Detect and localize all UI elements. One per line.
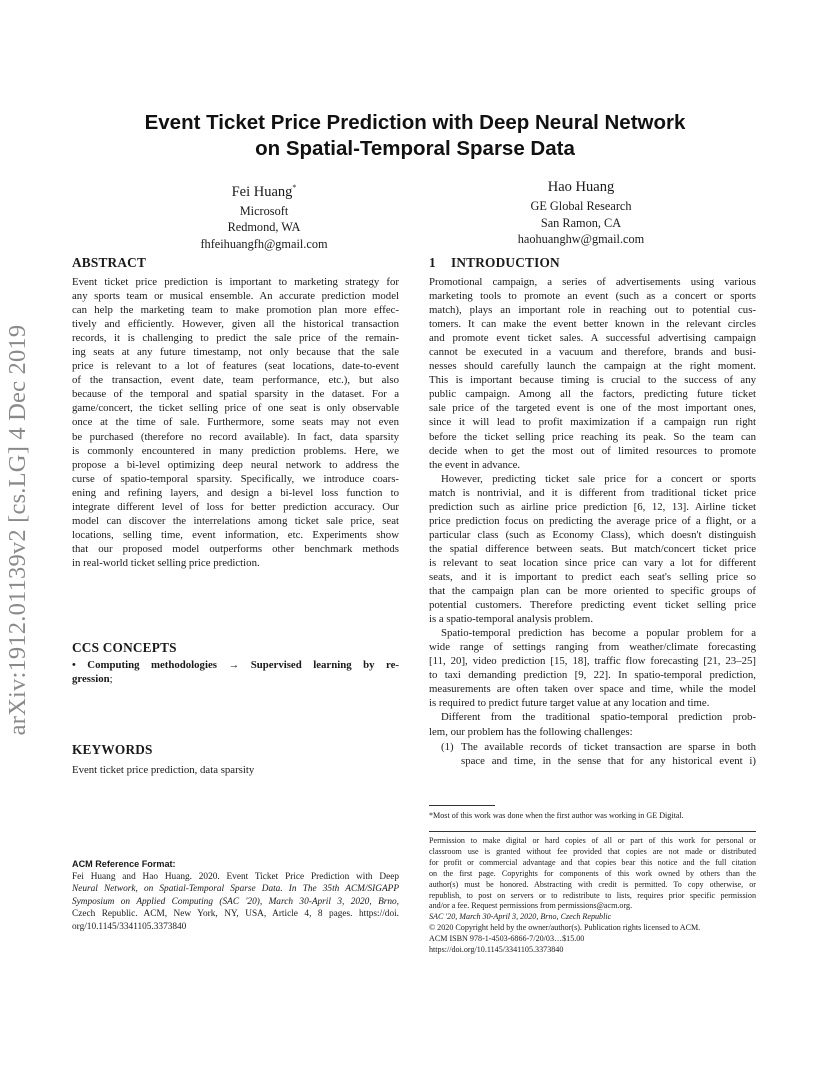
intro-paragraph-4 [429, 710, 756, 738]
abstract-line: because of the temporal and spatial sparsity in the dataset. For a [72, 388, 399, 401]
title-line-1: Event Ticket Price Prediction with Deep Neural Network [144, 111, 686, 134]
section-title: INTRODUCTION [451, 255, 560, 270]
keywords-text: Event ticket price prediction, data sparsity [72, 764, 255, 776]
intro-line: Promotional campaign, a series of advertisements using various [429, 276, 756, 288]
abstract-line: of the transaction, event date, team performance, etc.), but also [72, 374, 399, 387]
ccs-line-1: • Computing methodologies → Supervised learning by re- [72, 659, 399, 671]
right-column [429, 254, 756, 768]
abstract-heading: ABSTRACT [72, 255, 147, 270]
acm-reference-line: Symposium on Applied Computing (SAC '20), March 30-April 3, 2020, Brno, [72, 896, 399, 907]
intro-line: since it will lead to profit maximization if a campaign run right [429, 416, 756, 429]
abstract-text [72, 275, 399, 570]
list-item-number: (1) [441, 740, 454, 753]
intro-line: [11, 20], video prediction [15, 18], traffic flow forecasting [21, 23–25] [429, 655, 756, 668]
abstract-line: any sports team or musical ensemble. An accurate prediction model [72, 290, 399, 303]
permission-line: author(s) must be honored. Abstracting with credit is permitted. To copy otherwise, or [429, 879, 756, 889]
abstract-line: integrate different level of loss for better prediction accuracy. Our [72, 500, 399, 513]
intro-line: decide when to get the most out of limited resources to promote [429, 444, 756, 457]
permission-block [429, 836, 756, 956]
doi-link[interactable]: https://doi.org/10.1145/3341105.3373840 [429, 945, 564, 955]
author-block-1 [104, 178, 424, 252]
intro-line: public campaign. Among all the factors, predicting future ticket [429, 388, 756, 401]
author-name: Fei Huang [231, 183, 293, 200]
intro-line: before the ticket selling price reaching its peak. So the team can [429, 430, 756, 443]
list-item-line: The available records of ticket transaction are sparse in both [461, 740, 756, 753]
intro-line: lem, our problem has the following challenges: [429, 725, 633, 738]
intro-line: This is important because timing is crucial to the success of any [429, 374, 756, 387]
intro-line: is required to predict future target value at any location and time. [429, 697, 710, 710]
intro-line: wide range of settings ranging from weather/climate forecasting [429, 641, 756, 654]
challenge-list-item [429, 740, 756, 768]
left-column [72, 254, 399, 776]
permission-line: Permission to make digital or hard copies of all or part of this work for personal or [429, 836, 756, 845]
abstract-line: curse of spatio-temporal sparsity. Specifically, we introduce coars- [72, 472, 399, 485]
author-affiliation: Microsoft [239, 203, 289, 218]
arxiv-identifier-text: arXiv:1912.01139v2 [cs.LG] 4 Dec 2019 [4, 324, 31, 736]
abstract-line: ing seats at any future timestamp, not only because that the sale [72, 346, 399, 359]
keywords-heading: KEYWORDS [72, 742, 153, 757]
paper-title [72, 110, 758, 162]
author-footnote-mark: * [292, 183, 297, 192]
footnote-divider [429, 805, 495, 806]
permission-line: for profit or commercial advantage and that copies bear this notice and the full citation [429, 857, 756, 867]
intro-line: sale price of the targeted event is one of the most important ones, [429, 402, 756, 415]
intro-line: tomers. It can make the event better known in the relevant circles [429, 318, 756, 331]
intro-line: is a spatio-temporal analysis problem. [429, 613, 594, 626]
ccs-concepts-text [72, 658, 399, 686]
abstract-line: model can discover the interrelations among ticket sale price, seat [72, 514, 399, 527]
permission-line: and/or a fee. Request permissions from permissions@acm.org. [429, 901, 633, 911]
acm-reference-line: org/10.1145/3341105.3373840 [72, 921, 187, 932]
copyright-line: © 2020 Copyright held by the owner/author(s). Publication rights licensed to ACM. [429, 923, 701, 933]
abstract-line: is commonly encountered in many prediction problems. Here, we [72, 444, 399, 457]
intro-line: nesses should carefully launch the campaign at the right moment. [429, 360, 756, 373]
title-line-2: on Spatial-Temporal Sparse Data [255, 137, 575, 160]
permission-divider [429, 831, 756, 832]
intro-line: particular class (such as Economy Class), which doesn't distinguish [429, 528, 756, 541]
intro-line: the spatial difference between seats. But match/concert ticket price [429, 542, 756, 555]
abstract-line: be purchased (therefore no record available). In fact, data sparsity [72, 430, 399, 443]
abstract-line: can help the marketing team to make promotion plan more effec- [72, 304, 399, 317]
abstract-line: records, it is challenging to predict the sale price of the remain- [72, 332, 399, 345]
intro-line: and promote event ticket sales. A successful advertising campaign [429, 332, 756, 345]
intro-line: prediction such as airline price prediction [6, 12, 13]. Airline ticket [429, 500, 756, 513]
abstract-line: tively and efficiently. However, given all the historical transaction [72, 318, 399, 331]
intro-line: match is nontrivial, and it is different from traditional ticket price [429, 486, 756, 499]
abstract-line: once at the time of sale. Furthermore, some seats may not even [72, 416, 399, 429]
author-location: San Ramon, CA [540, 215, 622, 230]
acm-reference [72, 858, 399, 934]
intro-line: match), plays an important role in reaching out to potential cus- [429, 304, 756, 317]
abstract-line: in real-world ticket selling price prediction. [72, 556, 260, 569]
intro-line: that the campaign plan can be more oriented to specific groups of [429, 585, 756, 598]
intro-paragraph-1 [429, 275, 756, 472]
intro-paragraph-2 [429, 472, 756, 627]
intro-line: measurements are often taken over space and time, while the model [429, 683, 756, 696]
intro-line: is relevant to seat location since price can vary a lot for different [429, 556, 756, 569]
intro-line: to taxi demanding prediction [9, 22]. In spatio-temporal prediction, [429, 669, 756, 682]
acm-reference-line: Fei Huang and Hao Huang. 2020. Event Ticket Price Prediction with Deep [72, 871, 399, 882]
list-item-text [461, 740, 756, 768]
acm-reference-heading: ACM Reference Format: [72, 859, 176, 869]
ccs-line-2-tail: ; [109, 673, 113, 686]
isbn-line: ACM ISBN 978-1-4503-6866-7/20/03…$15.00 [429, 934, 585, 944]
intro-line: However, predicting ticket sale price for a concert or sports [441, 472, 756, 485]
acm-reference-line: Neural Network, on Spatial-Temporal Sparse Data. In The 35th ACM/SIGAPP [72, 884, 399, 895]
author-block-2 [421, 178, 741, 248]
ccs-concepts-heading: CCS CONCEPTS [72, 640, 177, 655]
abstract-line: locations, selling time, event information, etc. Experiments show [72, 528, 399, 541]
intro-line: seats, and it is important to predict each seat's selling price so [429, 570, 756, 583]
abstract-line: propose a bi-level optimizing deep neural network to address the [72, 458, 399, 471]
abstract-line: ening and refining layers, and design a bi-level loss function to [72, 486, 399, 499]
abstract-line: Event ticket price prediction is important to marketing strategy for [72, 276, 399, 288]
author-name: Hao Huang [547, 179, 615, 195]
permission-line: republish, to post on servers or to redistribute to lists, requires prior specific permission [429, 890, 756, 900]
intro-line: marketing tools to promote an event (such as a concert or sports [429, 290, 756, 303]
footnote: *Most of this work was done when the first author was working in GE Digital. [429, 811, 684, 820]
permission-line: on the first page. Copyrights for components of this work owned by others than the [429, 868, 756, 878]
abstract-line: that our proposed model outperforms other benchmark methods [72, 542, 399, 555]
acm-reference-line: Czech Republic. ACM, New York, NY, USA, Article 4, 8 pages. https://doi. [72, 909, 399, 920]
intro-line: Different from the traditional spatio-temporal prediction prob- [441, 711, 756, 724]
author-email: fhfeihuangfh@gmail.com [200, 236, 328, 251]
intro-line: Spatio-temporal prediction has become a popular problem for a [441, 627, 756, 640]
author-location: Redmond, WA [227, 220, 301, 235]
abstract-line: price is relevant to a lot of features (seat locations, date-to-event [72, 360, 399, 373]
permission-line: classroom use is granted without fee provided that copies are not made or distributed [429, 846, 756, 856]
abstract-line: game/concert, the ticket selling price of one seat is only observable [72, 402, 399, 415]
list-item-line: space and time, in the sense that for any historical event i) [461, 754, 756, 767]
intro-line: potential customers. Therefore predicting event ticket selling price [429, 599, 756, 612]
intro-line: cannot be executed in a vacuum and therefore, brands and busi- [429, 346, 756, 359]
introduction-heading [429, 254, 756, 272]
author-email: haohuanghw@gmail.com [517, 232, 645, 246]
section-number: 1 [429, 255, 436, 270]
venue-line: SAC '20, March 30-April 3, 2020, Brno, Czech Republic [429, 912, 612, 922]
intro-line: the event in advance. [429, 458, 521, 471]
ccs-line-2: gression [72, 673, 110, 686]
intro-paragraph-3 [429, 626, 756, 710]
intro-line: price prediction focus on predicting the average price of a flight, or a [429, 514, 756, 527]
author-affiliation: GE Global Research [530, 199, 632, 213]
